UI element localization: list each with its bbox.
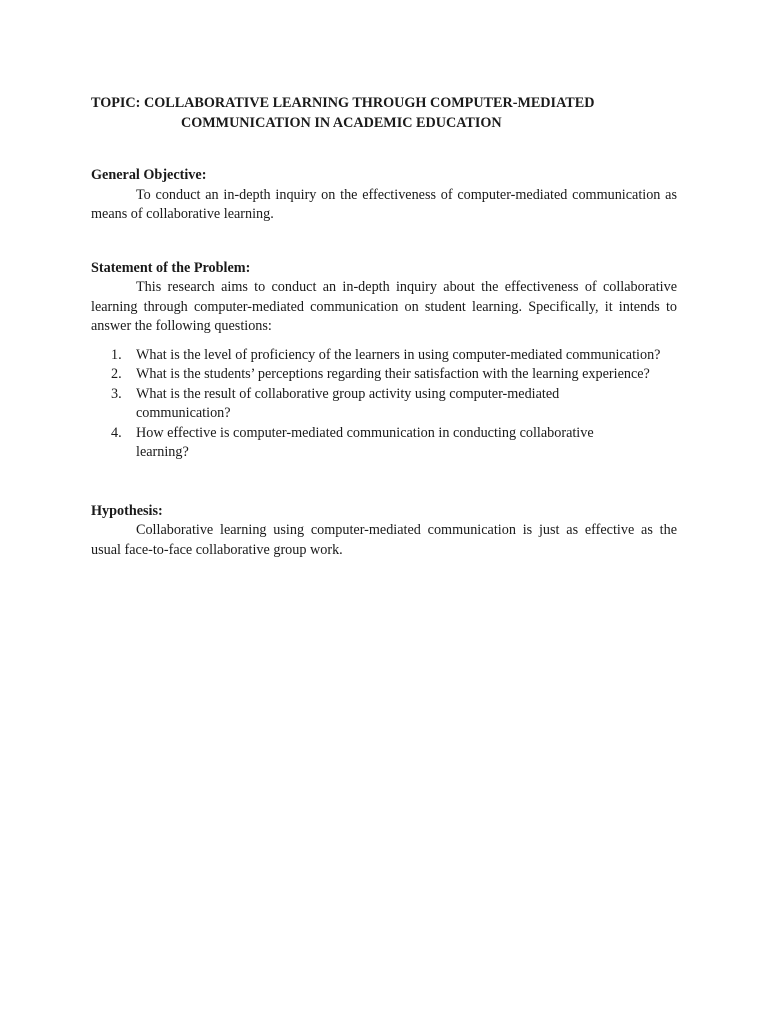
general-objective-text: To conduct an in-depth inquiry on the effectiveness of computer-mediated communication as means of collaborative learning. — [91, 186, 677, 222]
list-item — [91, 346, 677, 366]
list-item-text: How effective is computer-mediated communication in conducting collaborative learning? — [136, 424, 594, 460]
title-line-1: TOPIC: COLLABORATIVE LEARNING THROUGH COMPUTER-MEDIATED — [91, 95, 595, 111]
statement-of-problem-section — [91, 259, 677, 463]
hypothesis-text: Collaborative learning using computer-mediated communication is just as effective as the usual face-to-face collaborative group work. — [91, 522, 677, 558]
statement-of-problem-heading: Statement of the Problem: — [91, 259, 251, 276]
general-objective-section — [91, 166, 677, 225]
list-item — [91, 365, 677, 385]
list-item-number: 3. — [111, 385, 122, 402]
document-page — [91, 93, 677, 560]
list-item — [91, 424, 677, 463]
general-objective-heading: General Objective: — [91, 167, 207, 183]
list-item-number: 2. — [111, 366, 122, 382]
list-item-text: What is the level of proficiency of the learners in using computer-mediated communication? — [136, 346, 661, 363]
hypothesis-heading: Hypothesis: — [91, 502, 163, 519]
list-item-number: 1. — [111, 346, 122, 363]
list-item — [91, 385, 677, 424]
document-title — [91, 93, 677, 133]
hypothesis-section — [91, 502, 677, 561]
research-questions-list — [91, 346, 677, 463]
title-line-2: COMMUNICATION IN ACADEMIC EDUCATION — [181, 115, 502, 131]
list-item-number: 4. — [111, 424, 122, 441]
list-item-text: What is the students’ perceptions regarding their satisfaction with the learning experience? — [136, 366, 650, 382]
statement-of-problem-text: This research aims to conduct an in-depth inquiry about the effectiveness of collaborative learning through computer-mediated communication on student learning. Specifically, it intends to answer the following questions: — [91, 279, 677, 334]
list-item-text: What is the result of collaborative group activity using computer-mediated communication? — [136, 385, 560, 421]
